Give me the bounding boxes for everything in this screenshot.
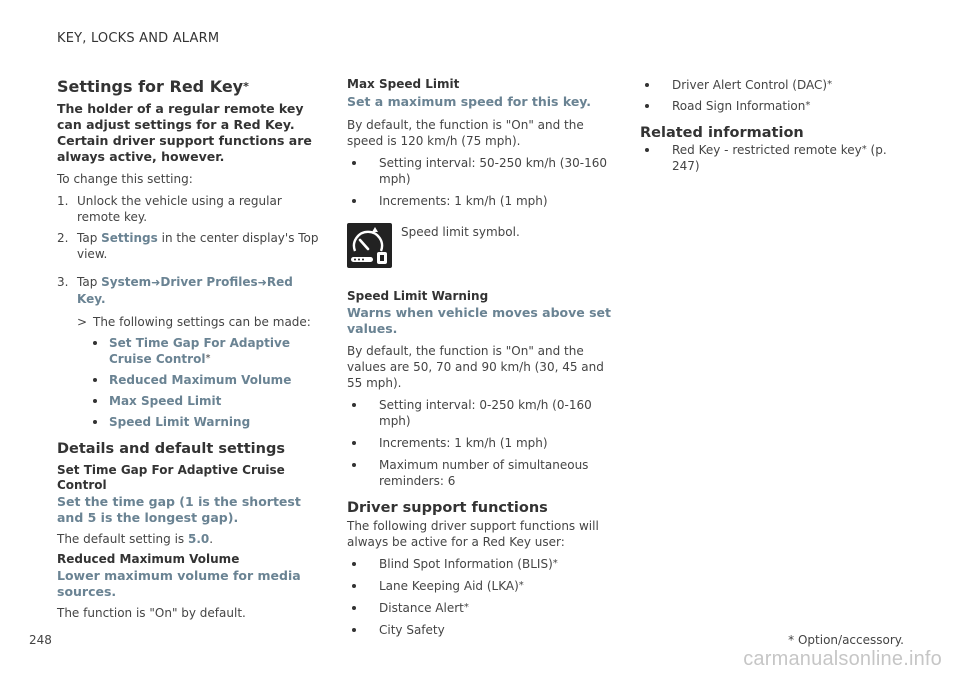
list-item: Increments: 1 km/h (1 mph) xyxy=(347,435,611,451)
ui-settings: Settings xyxy=(101,231,158,245)
arrow-right-icon: ➜ xyxy=(151,276,161,289)
list-item: Maximum number of simultaneous reminders: 6 xyxy=(347,457,611,489)
option-item: Max Speed Limit xyxy=(57,393,321,409)
list-item: Increments: 1 km/h (1 mph) xyxy=(347,193,611,209)
page-title: Settings for Red Key* xyxy=(57,77,249,96)
maxspeed-subheading: Set a maximum speed for this key. xyxy=(347,94,592,109)
timegap-default: The default setting is 5.0. xyxy=(57,532,214,546)
details-heading: Details and default settings xyxy=(57,441,285,457)
bullet-dot xyxy=(352,161,356,165)
change-intro: To change this setting: xyxy=(57,172,193,186)
warning-subheading: Warns when vehicle moves above set values. xyxy=(347,305,612,336)
speed-symbol-row xyxy=(347,221,611,273)
warning-default: By default, the function is "On" and the values are 50, 70 and 90 km/h (30, 45 and 55 mph). xyxy=(347,344,604,390)
icon-caption: Speed limit symbol. xyxy=(401,225,520,239)
support-bullets-continued xyxy=(640,77,904,114)
column-3 xyxy=(640,77,904,174)
list-item: Setting interval: 0-250 km/h (0-160 mph) xyxy=(347,397,611,429)
list-item: Road Sign Information* xyxy=(640,98,904,114)
related-link[interactable]: Red Key - restricted remote key* (p. 247) xyxy=(640,142,904,174)
bullet-dot xyxy=(645,104,649,108)
volume-default: The function is "On" by default. xyxy=(57,606,246,620)
bullet-dot xyxy=(352,441,356,445)
timegap-subheading: Set the time gap (1 is the shortest and 5 is the longest gap). xyxy=(57,494,301,525)
option-item: Set Time Gap For Adaptive Cruise Control* xyxy=(57,335,321,367)
bullet-dot xyxy=(352,584,356,588)
default-value: 5.0 xyxy=(188,532,210,546)
volume-heading: Reduced Maximum Volume xyxy=(57,552,240,566)
bullet-dot xyxy=(352,403,356,407)
support-heading: Driver support functions xyxy=(347,500,548,516)
option-asterisk: * xyxy=(243,80,249,93)
ui-system: System xyxy=(101,275,152,289)
column-2 xyxy=(347,77,611,638)
list-item: Setting interval: 50-250 km/h (30-160 mph) xyxy=(347,155,611,187)
support-bullets xyxy=(347,556,611,638)
step-number: 1. xyxy=(57,194,69,208)
step-number: 3. xyxy=(57,275,69,289)
list-item: Lane Keeping Aid (LKA)* xyxy=(347,578,611,594)
bullet-dot xyxy=(93,399,97,403)
option-asterisk: * xyxy=(861,144,867,155)
bullet-dot xyxy=(352,199,356,203)
settings-options xyxy=(57,335,321,430)
bullet-dot xyxy=(352,562,356,566)
bullet-dot xyxy=(645,148,649,152)
bullet-dot xyxy=(352,628,356,632)
list-item: City Safety xyxy=(347,622,611,638)
option-item: Speed Limit Warning xyxy=(57,414,321,430)
result-marker: > xyxy=(77,315,88,329)
bullet-dot xyxy=(93,378,97,382)
related-heading: Related information xyxy=(640,125,804,141)
speed-limit-icon xyxy=(347,223,392,268)
ui-driver-profiles: Driver Profiles xyxy=(160,275,258,289)
option-item: Reduced Maximum Volume xyxy=(57,372,321,388)
support-intro: The following driver support functions will always be active for a Red Key user: xyxy=(347,519,599,549)
ui-red-key: Red Key xyxy=(77,275,293,306)
bullet-dot xyxy=(352,463,356,467)
volume-subheading: Lower maximum volume for media sources. xyxy=(57,568,301,599)
option-asterisk: * xyxy=(552,558,558,569)
bullet-dot xyxy=(352,606,356,610)
step-number: 2. xyxy=(57,231,69,245)
page-number: 248 xyxy=(29,633,52,647)
option-asterisk: * xyxy=(827,79,833,90)
maxspeed-default: By default, the function is "On" and the speed is 120 km/h (75 mph). xyxy=(347,118,584,148)
option-asterisk: * xyxy=(805,100,811,111)
step-text: Unlock the vehicle using a regular remote key. xyxy=(77,194,282,224)
option-asterisk: * xyxy=(463,602,469,613)
bullet-dot xyxy=(645,83,649,87)
step-result: > The following settings can be made: xyxy=(77,315,311,329)
footnote: * Option/accessory. xyxy=(788,633,904,647)
option-asterisk: * xyxy=(205,353,211,364)
maxspeed-bullets xyxy=(347,155,611,209)
warning-bullets xyxy=(347,397,611,489)
lead-paragraph: The holder of a regular remote key can adjust settings for a Red Key. Certain driver support functions are always active, however. xyxy=(57,101,312,164)
watermark: carmanualsonline.info xyxy=(743,648,942,670)
list-item: Blind Spot Information (BLIS)* xyxy=(347,556,611,572)
step-2: 2. Tap Settings in the center display's Top view. xyxy=(57,231,319,261)
maxspeed-heading: Max Speed Limit xyxy=(347,77,460,91)
list-item: Driver Alert Control (DAC)* xyxy=(640,77,904,93)
timegap-heading: Set Time Gap For Adaptive Cruise Control xyxy=(57,463,285,492)
step-1 xyxy=(57,193,321,225)
related-list xyxy=(640,142,904,174)
bullet-dot xyxy=(93,420,97,424)
option-asterisk: * xyxy=(518,580,524,591)
list-item: Distance Alert* xyxy=(347,600,611,616)
column-1 xyxy=(57,77,321,621)
arrow-right-icon: ➜ xyxy=(257,276,267,289)
bullet-dot xyxy=(93,341,97,345)
warning-heading: Speed Limit Warning xyxy=(347,289,489,303)
running-header: KEY, LOCKS AND ALARM xyxy=(57,31,220,46)
step-3: 3. Tap System➜Driver Profiles➜Red Key. xyxy=(57,275,293,306)
steps-list xyxy=(57,193,321,307)
